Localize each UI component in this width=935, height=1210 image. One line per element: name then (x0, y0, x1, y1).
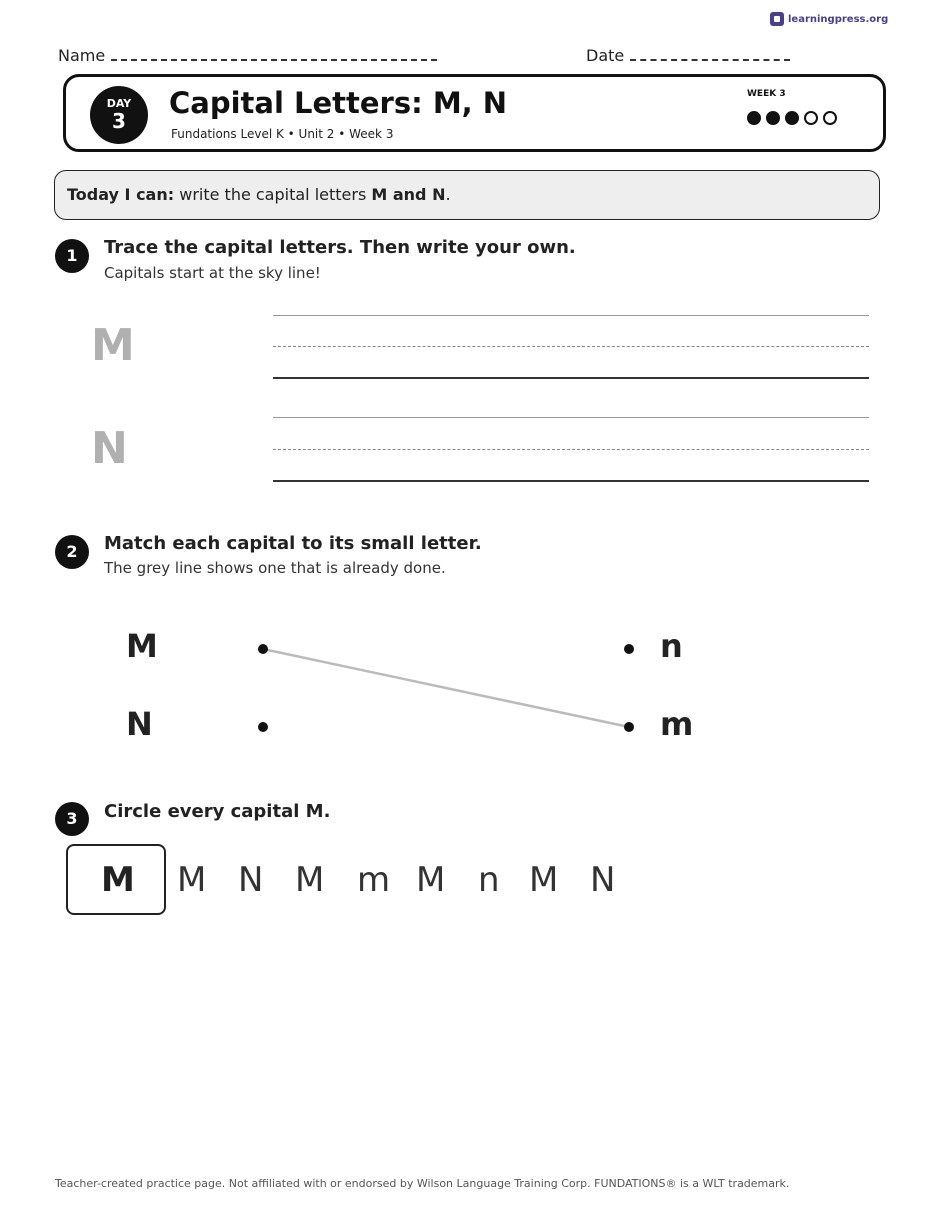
circle-choice-letter[interactable]: N (238, 860, 264, 900)
objective-text: write the capital letters (174, 185, 372, 204)
match-small-n: n (660, 627, 683, 665)
page-title: Capital Letters: M, N (169, 86, 508, 120)
day-label: DAY (106, 97, 132, 110)
trace-letter-n: N (91, 423, 128, 474)
objective-lead: Today I can: (67, 185, 175, 204)
match-dot-left-2[interactable] (258, 722, 268, 732)
footer-disclaimer: Teacher-created practice page. Not affiliated with or endorsed by Wilson Language Training Corp. FUNDATIONS® is a WLT trademark. (55, 1177, 790, 1190)
match-dot-right-2[interactable] (624, 722, 634, 732)
circle-choice-letter[interactable]: M (295, 860, 325, 900)
match-dot-right-1[interactable] (624, 644, 634, 654)
section-3-number: 3 (55, 802, 89, 836)
name-label: Name (58, 46, 106, 65)
example-match-line (263, 649, 629, 727)
section-1-number: 1 (55, 239, 89, 273)
section-2-number: 2 (55, 535, 89, 569)
section-1-title: Trace the capital letters. Then write your own. (104, 237, 576, 258)
section-2-subtitle: The grey line shows one that is already done. (104, 559, 446, 577)
trace-letter-m: M (91, 320, 135, 371)
match-dot-left-1[interactable] (258, 644, 268, 654)
date-label: Date (586, 46, 625, 65)
match-capital-n: N (126, 705, 153, 743)
circle-choice-letter[interactable]: m (357, 860, 391, 900)
example-letter: M (101, 860, 135, 900)
section-3-title: Circle every capital M. (104, 801, 331, 822)
week-label: WEEK 3 (747, 89, 786, 99)
section-1-subtitle: Capitals start at the sky line! (104, 264, 321, 282)
section-2-title: Match each capital to its small letter. (104, 533, 482, 554)
objective-letters: M and N (371, 185, 446, 204)
circle-choice-letter[interactable]: M (416, 860, 446, 900)
page-subtitle: Fundations Level K • Unit 2 • Week 3 (171, 127, 394, 141)
match-small-m: m (660, 705, 694, 743)
circle-choice-letter[interactable]: N (590, 860, 616, 900)
objective-end: . (445, 185, 451, 204)
circle-choice-letter[interactable]: n (478, 860, 500, 900)
day-number: 3 (112, 109, 126, 133)
match-capital-m: M (126, 627, 158, 665)
circle-choice-letter[interactable]: M (177, 860, 207, 900)
circle-choice-letter[interactable]: M (529, 860, 559, 900)
brand-text: learningpress.org (788, 13, 889, 25)
